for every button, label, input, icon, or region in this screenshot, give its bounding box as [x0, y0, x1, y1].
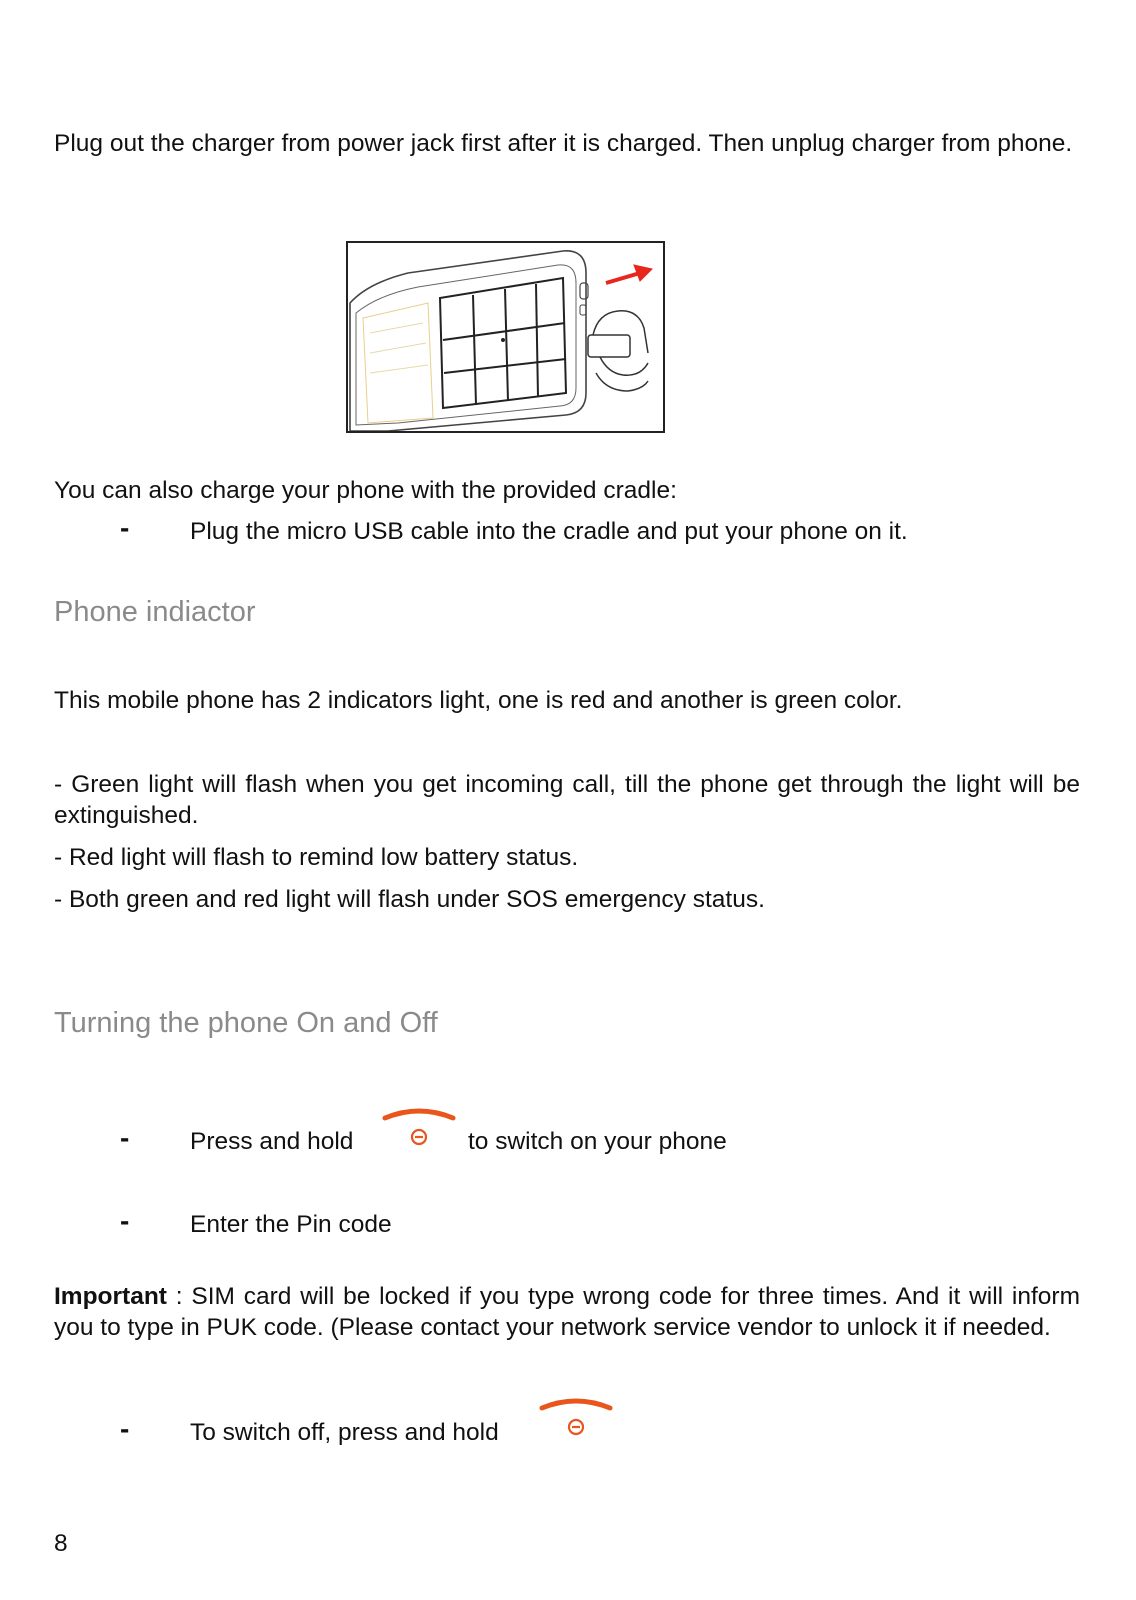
step-press-hold-suffix: to switch on your phone [468, 1128, 727, 1155]
bullet-marker: - [120, 512, 130, 543]
end-call-power-key-icon [538, 1396, 614, 1440]
phone-charger-unplug-illustration [348, 243, 663, 431]
phone-charger-figure [346, 241, 665, 433]
important-text: SIM card will be locked if you type wrong code for three times. And it will inform you to type in PUK code. (Please contact your network service vendor to unlock it if needed. [54, 1283, 1080, 1341]
step-enter-pin: Enter the Pin code [190, 1211, 392, 1238]
cradle-bullet: Plug the micro USB cable into the cradle and put your phone on it. [190, 518, 908, 545]
end-call-power-key-icon [381, 1106, 457, 1150]
bullet-marker: - [120, 1413, 130, 1444]
page-number: 8 [54, 1530, 68, 1557]
section-heading-indicator: Phone indiactor [54, 596, 256, 628]
important-label: Important [54, 1283, 167, 1310]
step-press-hold-label: Press and hold [190, 1128, 354, 1155]
important-note [54, 1281, 1080, 1343]
section-heading-power: Turning the phone On and Off [54, 1007, 438, 1039]
important-separator: : [166, 1283, 192, 1310]
step-switch-off: To switch off, press and hold [190, 1419, 499, 1446]
bullet-marker: - [120, 1122, 130, 1153]
indicator-item-red: - Red light will flash to remind low battery status. [54, 844, 579, 871]
indicator-item-sos: - Both green and red light will flash under SOS emergency status. [54, 886, 765, 913]
indicator-paragraph: This mobile phone has 2 indicators light, one is red and another is green color. [54, 687, 903, 714]
cradle-intro: You can also charge your phone with the provided cradle: [54, 477, 677, 504]
indicator-item-green: - Green light will flash when you get incoming call, till the phone get through the light will be extinguished. [54, 771, 1080, 829]
bullet-marker: - [120, 1205, 130, 1236]
intro-paragraph: Plug out the charger from power jack first after it is charged. Then unplug charger from phone. [54, 130, 1073, 157]
